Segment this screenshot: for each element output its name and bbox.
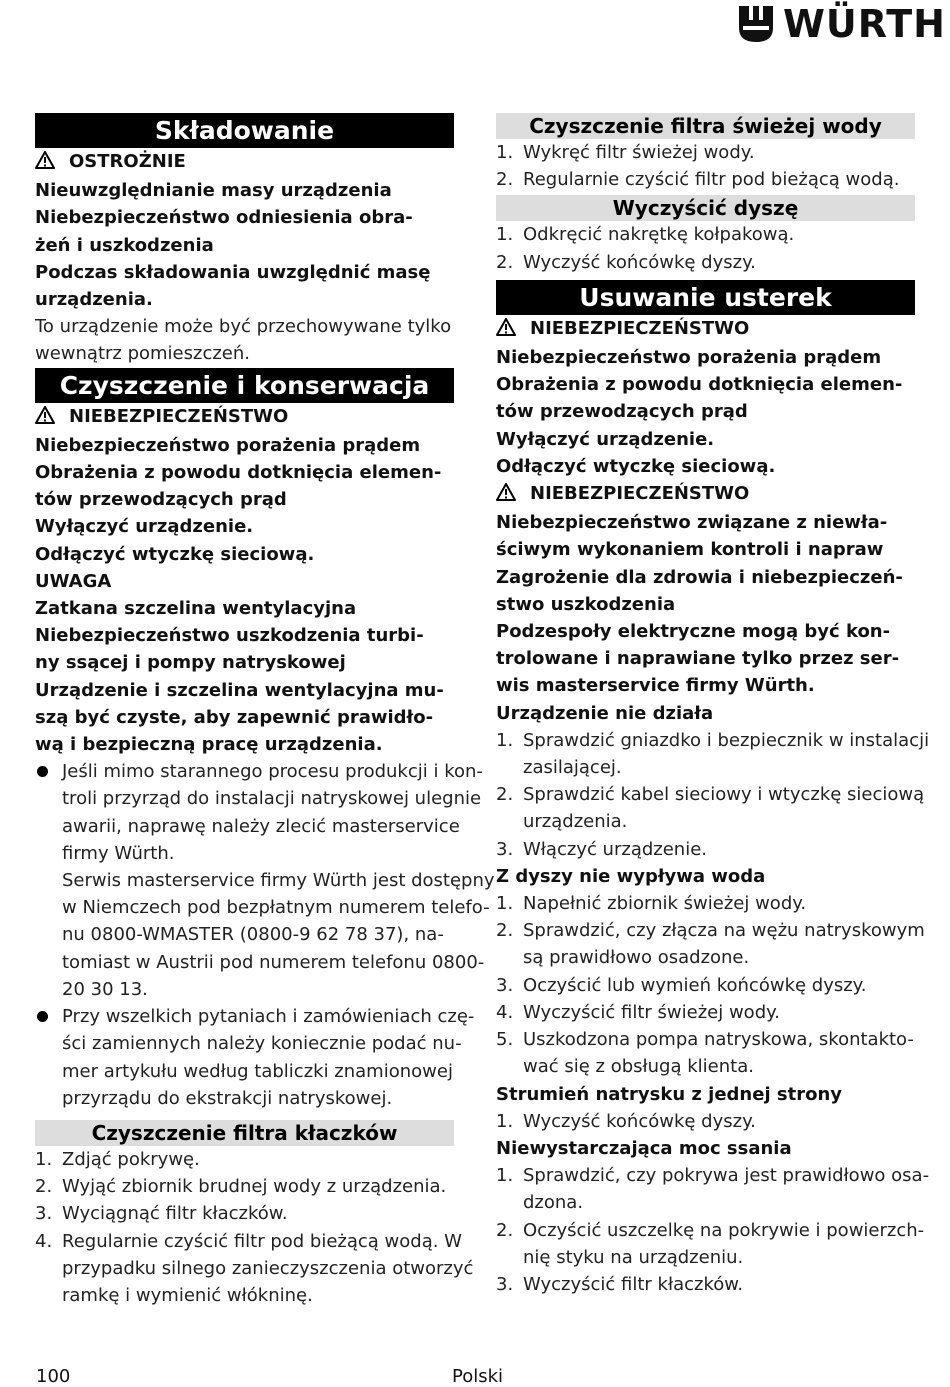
bold-text-line: urządzenia. xyxy=(35,289,153,311)
subsection-heading-fresh-filter: Czyszczenie filtra świeżej wody xyxy=(496,113,915,139)
list-item-number: 1. xyxy=(35,1148,53,1170)
warning-label xyxy=(496,315,915,344)
list-item xyxy=(496,781,925,835)
list-item-line: Zdjąć pokrywę. xyxy=(62,1148,200,1170)
list-item-line: Wyczyścić filtr świeżej wody. xyxy=(523,1001,780,1023)
list-item-text xyxy=(523,999,780,1026)
list-item-text xyxy=(62,1173,446,1200)
bold-text-line: ściwym wykonaniem kontroli i napraw xyxy=(496,539,884,561)
bullet-icon xyxy=(35,758,62,1003)
list-item xyxy=(496,999,915,1026)
bold-text-line: Podczas składowania uwzględnić masę xyxy=(35,261,431,283)
list-item-line: Włączyć urządzenie. xyxy=(523,838,707,860)
list-item-text xyxy=(523,1217,924,1271)
list-item xyxy=(496,1271,915,1298)
warning-label xyxy=(35,403,454,432)
bold-text-line: Wyłączyć urządzenie. xyxy=(496,428,715,450)
list-item-number: 1. xyxy=(496,729,514,751)
list-item-line: dzona. xyxy=(523,1192,584,1214)
bold-text-line: Niebezpieczeństwo porażenia prądem xyxy=(496,347,882,369)
list-item xyxy=(496,836,915,863)
warning-label-text: NIEBEZPIECZEŃSTWO xyxy=(69,405,289,427)
list-item-line: Regularnie czyścić filtr pod bieżącą wodą. W xyxy=(62,1230,462,1252)
bullet-item xyxy=(35,758,495,1003)
bullet-line: awarii, naprawę należy zlecić masterservice xyxy=(62,815,460,837)
list-item-line: Regularnie czyścić filtr pod bieżącą wodą. xyxy=(523,169,900,191)
list-item-text xyxy=(523,1271,743,1298)
list-item-number: 2. xyxy=(496,169,514,191)
bullet-line: Jeśli mimo starannego procesu produkcji i kon- xyxy=(62,761,483,783)
list-item-line: zasilającej. xyxy=(523,757,622,779)
list-item xyxy=(496,1162,930,1216)
subsection-heading-lint-filter: Czyszczenie filtra kłaczków xyxy=(35,1120,454,1146)
bold-text-line: Niebezpieczeństwo uszkodzenia turbi- xyxy=(35,625,424,647)
list-item xyxy=(496,917,925,971)
list-item xyxy=(496,166,915,193)
bold-text-line: Obrażenia z powodu dotknięcia elemen- xyxy=(496,374,903,396)
list-item-text xyxy=(62,1200,288,1227)
list-item-number: 3. xyxy=(496,838,514,860)
list-item-line: Sprawdzić kabel sieciowy i wtyczkę sieciową xyxy=(523,784,925,806)
section-heading-troubleshooting: Usuwanie usterek xyxy=(496,280,915,315)
list-item-number: 1. xyxy=(496,224,514,246)
list-item-text xyxy=(523,1108,756,1135)
warning-label-text: NIEBEZPIECZEŃSTWO xyxy=(530,317,750,339)
bold-text-line: Odłączyć wtyczkę sieciową. xyxy=(35,543,315,565)
list-item-line: Oczyścić uszczelkę na pokrywie i powierzch- xyxy=(523,1219,925,1241)
bullet-line: troli przyrząd do instalacji natryskowej ulegnie xyxy=(62,788,482,810)
list-item-text xyxy=(523,917,925,971)
problem-title: Niewystarczająca moc ssania xyxy=(496,1137,792,1159)
wurth-logo-icon xyxy=(737,4,775,44)
list-item-line: ramkę i wymienić włókninę. xyxy=(62,1284,313,1306)
list-item-number: 3. xyxy=(496,974,514,996)
bullet-text xyxy=(62,758,495,1003)
left-column xyxy=(35,113,495,1309)
bullet-line: Serwis masterservice firmy Würth jest dostępny xyxy=(62,870,495,892)
bold-text-line: szą być czyste, aby zapewnić prawidło- xyxy=(35,706,434,728)
list-item xyxy=(496,249,915,276)
list-item-number: 4. xyxy=(496,1001,514,1023)
list-item xyxy=(496,221,915,248)
problem-title: Z dyszy nie wypływa woda xyxy=(496,865,766,887)
list-item-number: 2. xyxy=(496,784,514,806)
list-item-text xyxy=(523,890,806,917)
bold-text-line: żeń i uszkodzenia xyxy=(35,234,214,256)
list-item-text xyxy=(523,781,924,835)
list-item-line: nię styku na urządzeniu. xyxy=(523,1246,744,1268)
bold-text-line: tów przewodzących prąd xyxy=(35,489,287,511)
list-item-number: 3. xyxy=(35,1203,53,1225)
bold-text-line: Podzespoły elektryczne mogą być kon- xyxy=(496,621,891,643)
list-item xyxy=(35,1200,454,1227)
list-item-text xyxy=(523,727,929,781)
list-item-line: Sprawdzić gniazdko i bezpiecznik w instalacji xyxy=(523,729,930,751)
list-item xyxy=(35,1228,474,1310)
bold-text-line: Niebezpieczeństwo związane z niewła- xyxy=(496,512,888,534)
list-item-text xyxy=(523,1026,914,1080)
bullet-icon xyxy=(35,1003,62,1112)
warning-label-text: OSTROŻNIE xyxy=(69,151,186,172)
list-item-number: 3. xyxy=(496,1273,514,1295)
bold-text-line: UWAGA xyxy=(35,570,112,592)
bullet-line: mer artykułu według tabliczki znamionowej xyxy=(62,1060,453,1082)
list-item-line: przypadku silnego zanieczyszczenia otworzyć xyxy=(62,1257,474,1279)
list-item-number: 2. xyxy=(496,251,514,273)
bullet-line: 20 30 13. xyxy=(62,978,148,1000)
subsection-heading-nozzle: Wyczyścić dyszę xyxy=(496,195,915,221)
list-item xyxy=(35,1146,454,1173)
problem-title: Urządzenie nie działa xyxy=(496,702,714,724)
bullet-text xyxy=(62,1003,474,1112)
list-item-line: Wyczyść końcówkę dyszy. xyxy=(523,251,756,273)
section-heading-storage: Składowanie xyxy=(35,113,454,148)
list-item-text xyxy=(62,1228,473,1310)
list-item-number: 1. xyxy=(496,893,514,915)
bullet-line: tomiast w Austrii pod numerem telefonu 0800- xyxy=(62,951,485,973)
list-item-text xyxy=(523,972,867,999)
list-item-line: Sprawdzić, czy złącza na wężu natryskowym xyxy=(523,920,925,942)
list-item-line: Uszkodzona pompa natryskowa, skontakto- xyxy=(523,1029,914,1051)
list-item-number: 2. xyxy=(35,1176,53,1198)
bold-text-line: Niebezpieczeństwo porażenia prądem xyxy=(35,434,421,456)
bold-text-line: Obrażenia z powodu dotknięcia elemen- xyxy=(35,462,442,484)
page-number: 100 xyxy=(36,1366,71,1387)
list-item xyxy=(496,972,915,999)
list-item-number: 4. xyxy=(35,1230,53,1252)
list-item xyxy=(496,890,915,917)
bullet-line: w Niemczech pod bezpłatnym numerem telefo- xyxy=(62,897,490,919)
bold-text-line: Nieuwzględnianie masy urządzenia xyxy=(35,180,392,202)
list-item-line: Odkręcić nakrętkę kołpakową. xyxy=(523,224,795,246)
list-item xyxy=(496,1217,925,1271)
bullet-line: nu 0800-WMASTER (0800-9 62 78 37), na- xyxy=(62,924,444,946)
list-item-number: 2. xyxy=(496,920,514,942)
warning-triangle-icon xyxy=(496,482,518,509)
problem-title: Strumień natrysku z jednej strony xyxy=(496,1083,842,1105)
list-item-number: 1. xyxy=(496,1165,514,1187)
list-item-text xyxy=(523,249,756,276)
warning-triangle-icon xyxy=(35,405,57,432)
list-item-line: Napełnić zbiornik świeżej wody. xyxy=(523,893,807,915)
bullet-item xyxy=(35,1003,475,1112)
body-text-line: wewnątrz pomieszczeń. xyxy=(35,343,251,365)
list-item-line: Sprawdzić, czy pokrywa jest prawidłowo osa- xyxy=(523,1165,930,1187)
list-item-line: są prawidłowo osadzone. xyxy=(523,947,750,969)
bold-text-line: trolowane i naprawiane tylko przez ser- xyxy=(496,648,900,670)
list-item-text xyxy=(62,1146,200,1173)
list-item-number: 1. xyxy=(496,1110,514,1132)
warning-label xyxy=(35,148,454,177)
list-item-line: Wyczyścić filtr kłaczków. xyxy=(523,1273,744,1295)
warning-label xyxy=(496,480,915,509)
bold-text-line: Zagrożenie dla zdrowia i niebezpieczeń- xyxy=(496,566,903,588)
list-item xyxy=(35,1173,454,1200)
list-item-line: urządzenia. xyxy=(523,811,628,833)
list-item-text xyxy=(523,1162,929,1216)
list-item xyxy=(496,1026,915,1080)
list-item xyxy=(496,1108,915,1135)
bold-text-line: wis masterservice firmy Würth. xyxy=(496,675,815,697)
bold-text-line: Wyłączyć urządzenie. xyxy=(35,516,254,538)
bold-text-line: wą i bezpieczną pracę urządzenia. xyxy=(35,734,383,756)
bullet-line: przyrządu do ekstrakcji natryskowej. xyxy=(62,1087,393,1109)
subsection-spacer xyxy=(35,1112,454,1120)
list-item-number: 1. xyxy=(496,142,514,163)
list-item-text xyxy=(523,836,707,863)
page-language: Polski xyxy=(452,1366,504,1387)
list-item-line: Wykręć filtr świeżej wody. xyxy=(523,142,755,163)
bold-text-line: ny ssącej i pompy natryskowej xyxy=(35,652,346,674)
right-column xyxy=(496,113,930,1298)
list-item-text xyxy=(523,221,794,248)
wurth-logo xyxy=(737,2,946,46)
warning-label-text: NIEBEZPIECZEŃSTWO xyxy=(530,483,750,505)
bold-text-line: Niebezpieczeństwo odniesienia obra- xyxy=(35,207,413,229)
list-item-line: Wyczyść końcówkę dyszy. xyxy=(523,1110,756,1132)
list-item xyxy=(496,139,915,166)
wurth-logo-text: WÜRTH xyxy=(782,2,946,46)
list-item-text xyxy=(523,166,899,193)
bullet-line: firmy Würth. xyxy=(62,842,175,864)
section-heading-cleaning: Czyszczenie i konserwacja xyxy=(35,368,454,403)
bold-text-line: Odłączyć wtyczkę sieciową. xyxy=(496,455,776,477)
list-item-line: wać się z obsługą klienta. xyxy=(523,1056,754,1078)
list-item-line: Oczyścić lub wymień końcówkę dyszy. xyxy=(523,974,867,996)
warning-triangle-icon xyxy=(496,317,518,344)
warning-triangle-icon xyxy=(35,150,57,177)
list-item-line: Wyjąć zbiornik brudnej wody z urządzenia. xyxy=(62,1176,447,1198)
body-text-line: To urządzenie może być przechowywane tylko xyxy=(35,316,452,338)
bold-text-line: Zatkana szczelina wentylacyjna xyxy=(35,598,357,620)
list-item-line: Wyciągnąć filtr kłaczków. xyxy=(62,1203,288,1225)
bullet-line: Przy wszelkich pytaniach i zamówieniach czę- xyxy=(62,1006,475,1028)
list-item-number: 2. xyxy=(496,1219,514,1241)
bold-text-line: stwo uszkodzenia xyxy=(496,593,676,615)
list-item-number: 5. xyxy=(496,1029,514,1051)
bullet-line: ści zamiennych należy koniecznie podać nu- xyxy=(62,1033,462,1055)
list-item-text xyxy=(523,139,755,166)
list-item xyxy=(496,727,930,781)
bold-text-line: Urządzenie i szczelina wentylacyjna mu- xyxy=(35,679,444,701)
bold-text-line: tów przewodzących prąd xyxy=(496,401,748,423)
